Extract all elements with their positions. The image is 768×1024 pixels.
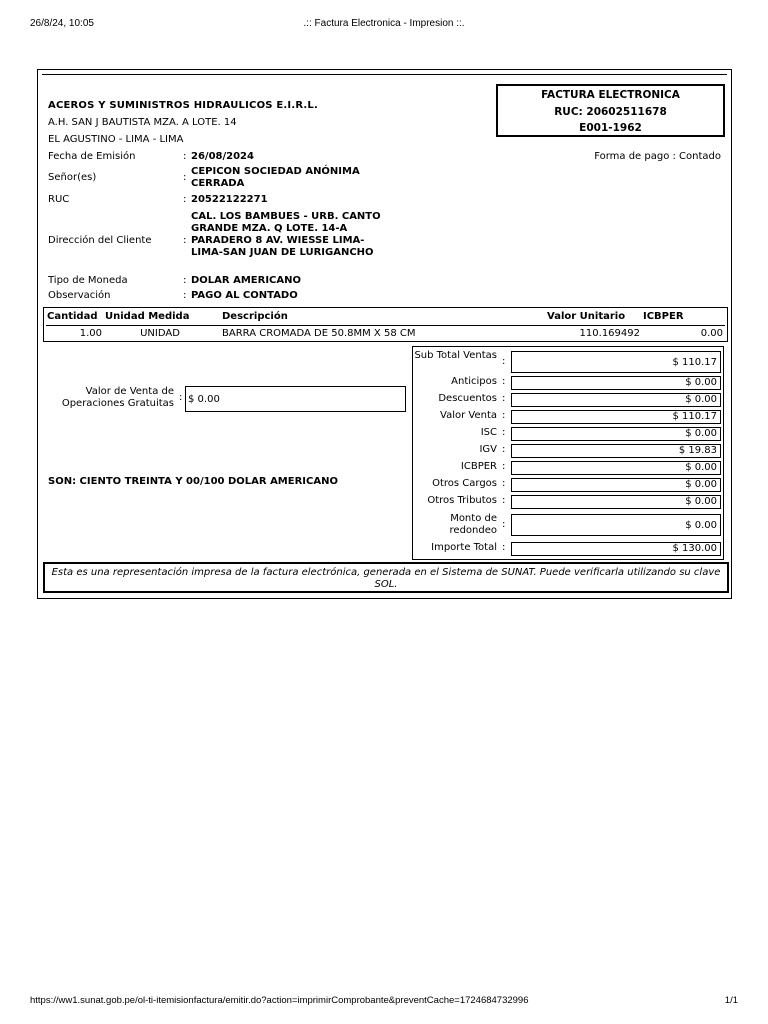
- document-type: FACTURA ELECTRONICA: [541, 89, 680, 101]
- issuer-address-line1: A.H. SAN J BAUTISTA MZA. A LOTE. 14: [48, 117, 237, 128]
- payment-method: Forma de pago : Contado: [594, 151, 721, 162]
- document-number: E001-1962: [579, 122, 642, 134]
- cell-unidad: UNIDAD: [140, 328, 180, 339]
- issuer-name: ACEROS Y SUMINISTROS HIDRAULICOS E.I.R.L.: [48, 100, 318, 111]
- total-label: Valor Venta: [440, 410, 497, 421]
- total-value: $ 0.00: [511, 478, 721, 492]
- total-value: $ 130.00: [511, 542, 721, 556]
- header-cantidad: Cantidad: [47, 311, 98, 322]
- header-icbper: ICBPER: [643, 311, 684, 322]
- total-label: Importe Total: [431, 542, 497, 553]
- print-header: [30, 18, 738, 32]
- observacion-value: PAGO AL CONTADO: [191, 290, 298, 301]
- header-unidad-medida: Unidad Medida: [105, 311, 190, 322]
- colon: :: [183, 275, 187, 286]
- senor-label: Señor(es): [48, 172, 97, 183]
- moneda-value: DOLAR AMERICANO: [191, 275, 301, 286]
- moneda-label: Tipo de Moneda: [48, 275, 128, 286]
- issuer-ruc: RUC: 20602511678: [554, 105, 667, 118]
- colon: :: [183, 151, 187, 162]
- total-label: ISC: [480, 427, 497, 438]
- total-value: $ 19.83: [511, 444, 721, 458]
- fecha-value: 26/08/2024: [191, 151, 254, 162]
- table-header-rule: [46, 325, 725, 326]
- total-label: ICBPER: [460, 461, 497, 472]
- direccion-value: CAL. LOS BAMBUES - URB. CANTO GRANDE MZA. Q LOTE. 14-A PARADERO 8 AV. WIESSE LIMA-LIMA-SAN JUAN DE LURIGANCHO: [191, 211, 381, 258]
- page-number: 1/1: [724, 995, 738, 1006]
- sunat-notice: Esta es una representación impresa de la factura electrónica, generada en el Sistema de SUNAT. Puede verificarla utilizando su clave SOL.: [43, 562, 729, 593]
- total-value: $ 0.00: [511, 376, 721, 390]
- observacion-label: Observación: [48, 290, 111, 301]
- total-value: $ 0.00: [511, 427, 721, 441]
- colon: :: [502, 478, 506, 489]
- cell-descripcion: BARRA CROMADA DE 50.8MM X 58 CM: [222, 328, 416, 339]
- colon: :: [502, 427, 506, 438]
- invoice-document: [37, 69, 732, 599]
- total-value: $ 110.17: [511, 351, 721, 373]
- total-label: Otros Cargos: [432, 478, 497, 489]
- gratuitas-label: Valor de Venta de Operaciones Gratuitas: [61, 386, 174, 409]
- cell-cantidad: 1.00: [79, 328, 102, 339]
- document-id-box: [496, 84, 725, 137]
- colon: :: [502, 376, 506, 387]
- print-datetime: 26/8/24, 10:05: [30, 18, 94, 29]
- colon: :: [502, 356, 506, 367]
- print-footer: [30, 995, 738, 1009]
- total-value: $ 0.00: [511, 461, 721, 475]
- direccion-label: Dirección del Cliente: [48, 235, 152, 246]
- senor-value: CEPICON SOCIEDAD ANÓNIMA CERRADA: [191, 166, 360, 189]
- gratuitas-value: $ 0.00: [185, 386, 406, 412]
- colon: :: [502, 495, 506, 506]
- print-url: https://ww1.sunat.gob.pe/ol-ti-itemisionfactura/emitir.do?action=imprimirComprobante&preventCache=1724684732996: [30, 995, 529, 1006]
- colon: :: [179, 392, 183, 403]
- total-label: Descuentos: [438, 393, 497, 404]
- print-page-title: .:: Factura Electronica - Impresion ::.: [303, 18, 465, 29]
- items-table: [43, 307, 728, 342]
- total-label: IGV: [479, 444, 497, 455]
- colon: :: [502, 444, 506, 455]
- total-value: $ 0.00: [511, 514, 721, 536]
- total-label: Monto de redondeo: [449, 513, 497, 536]
- colon: :: [502, 519, 506, 530]
- total-label: Anticipos: [451, 376, 497, 387]
- issuer-block: [48, 97, 318, 148]
- colon: :: [183, 172, 187, 183]
- total-label: Sub Total Ventas: [414, 350, 497, 361]
- totals-panel: [412, 346, 724, 560]
- cell-valor-unitario: 110.169492: [579, 328, 640, 339]
- header-valor-unitario: Valor Unitario: [547, 311, 626, 322]
- amount-in-words: SON: CIENTO TREINTA Y 00/100 DOLAR AMERICANO: [48, 476, 338, 487]
- issuer-address-line2: EL AGUSTINO - LIMA - LIMA: [48, 134, 184, 145]
- fecha-label: Fecha de Emisión: [48, 151, 136, 162]
- ruc-value: 20522122271: [191, 194, 268, 205]
- total-value: $ 0.00: [511, 495, 721, 509]
- colon: :: [183, 290, 187, 301]
- top-divider: [42, 74, 727, 75]
- colon: :: [183, 235, 187, 246]
- colon: :: [502, 461, 506, 472]
- colon: :: [502, 393, 506, 404]
- colon: :: [502, 410, 506, 421]
- cell-icbper: 0.00: [700, 328, 723, 339]
- total-value: $ 0.00: [511, 393, 721, 407]
- total-label: Otros Tributos: [427, 495, 497, 506]
- colon: :: [183, 194, 187, 205]
- total-value: $ 110.17: [511, 410, 721, 424]
- colon: :: [502, 542, 506, 553]
- ruc-label: RUC: [48, 194, 70, 205]
- header-descripcion: Descripción: [222, 311, 288, 322]
